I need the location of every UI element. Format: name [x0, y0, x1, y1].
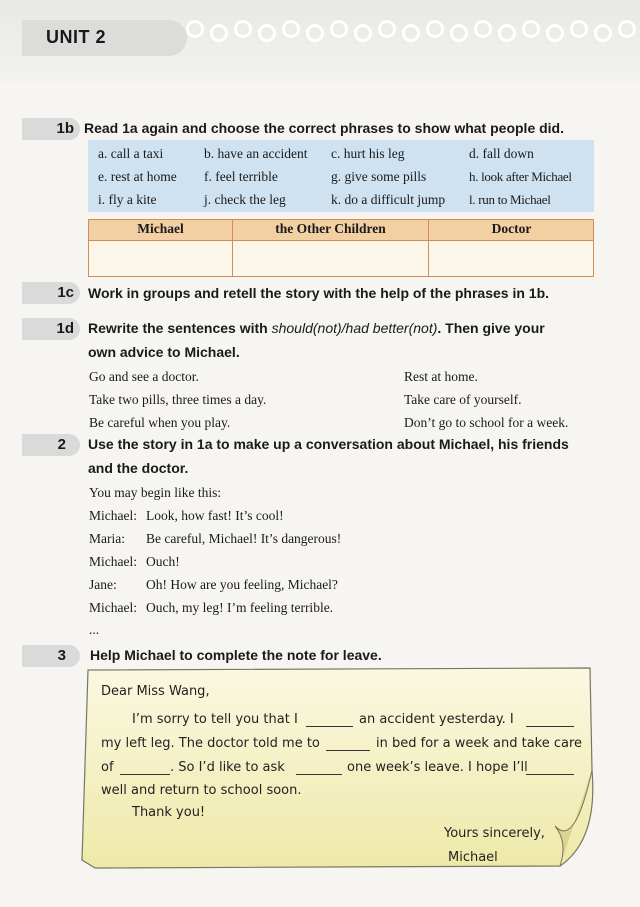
phrase: i. fly a kite	[98, 192, 157, 207]
table-header-doctor: Doctor	[491, 221, 532, 236]
dialogue-line: Oh! How are you feeling, Michael?	[146, 577, 338, 592]
phrase: l. run to Michael	[469, 192, 551, 207]
blank-2[interactable]	[526, 714, 574, 727]
unit-title: UNIT 2	[46, 27, 107, 47]
instruction-1d: Rewrite the sentences with should(not)/had better(not). Then give your	[88, 320, 545, 336]
section-tag-1b: 1b	[22, 118, 80, 140]
note-line2b: in bed for a week and take care	[376, 736, 583, 751]
note-line2a: my left leg. The doctor told me to	[101, 736, 320, 751]
dialogue-line: Ouch!	[146, 554, 180, 569]
phrase: e. rest at home	[98, 169, 177, 184]
sentence: Take care of yourself.	[404, 392, 522, 407]
section-tag-3: 3	[22, 645, 80, 667]
dialogue-speaker: Maria:	[89, 531, 125, 546]
phrase: k. do a difficult jump	[331, 192, 446, 207]
table-header-michael: Michael	[137, 221, 184, 236]
instruction-3: Help Michael to complete the note for leave.	[90, 647, 382, 663]
blank-3[interactable]	[326, 738, 370, 751]
dialogue-ellipsis: ...	[89, 622, 100, 637]
note-greeting: Dear Miss Wang,	[101, 684, 210, 699]
dialogue-speaker: Michael:	[89, 508, 137, 523]
instruction-1d-line2: own advice to Michael.	[88, 344, 240, 360]
sentence: Don’t go to school for a week.	[404, 415, 569, 430]
note-line3c: one week’s leave. I hope I’ll	[347, 760, 528, 775]
section-tag-1d: 1d	[22, 318, 80, 340]
table-header-other-children: the Other Children	[275, 221, 386, 236]
phrase: h. look after Michael	[469, 169, 572, 184]
phrase: g. give some pills	[331, 169, 427, 184]
sentence: Go and see a doctor.	[89, 369, 199, 384]
dialogue-speaker: Michael:	[89, 600, 137, 615]
note-line1b: an accident yesterday. I	[359, 712, 514, 727]
dialogue-line: Ouch, my leg! I’m feeling terrible.	[146, 600, 334, 615]
phrase: c. hurt his leg	[331, 146, 405, 161]
note-line3a: of	[101, 760, 114, 775]
instruction-1c: Work in groups and retell the story with the help of the phrases in 1b.	[88, 285, 550, 301]
sentence: Rest at home.	[404, 369, 478, 384]
blank-1[interactable]	[306, 714, 353, 727]
phrase: a. call a taxi	[98, 146, 164, 161]
phrase: j. check the leg	[204, 192, 286, 207]
section-tag-2: 2	[22, 434, 80, 456]
dialogue-line: Look, how fast! It’s cool!	[146, 508, 284, 523]
phrase: f. feel terrible	[204, 169, 278, 184]
dialogue-intro: You may begin like this:	[89, 485, 222, 500]
note-line1a: I’m sorry to tell you that I	[132, 712, 298, 727]
note-signature: Michael	[448, 850, 498, 865]
dialogue-speaker: Jane:	[89, 577, 117, 592]
blank-4[interactable]	[120, 762, 170, 775]
instruction-2-line2: and the doctor.	[88, 460, 189, 476]
instruction-2: Use the story in 1a to make up a conversation about Michael, his friends	[88, 436, 569, 452]
note-closing: Yours sincerely,	[444, 826, 545, 841]
sentence: Take two pills, three times a day.	[89, 392, 267, 407]
instruction-1b: Read 1a again and choose the correct phrases to show what people did.	[84, 120, 564, 136]
dialogue-speaker: Michael:	[89, 554, 137, 569]
section-tag-1c: 1c	[22, 282, 80, 304]
dialogue-line: Be careful, Michael! It’s dangerous!	[146, 531, 342, 546]
sentence: Be careful when you play.	[89, 415, 231, 430]
note-line4: well and return to school soon.	[101, 783, 302, 798]
note-thanks: Thank you!	[132, 805, 206, 820]
note-line3b: . So I’d like to ask	[170, 760, 285, 775]
blank-5[interactable]	[296, 762, 342, 775]
phrase: d. fall down	[469, 146, 534, 161]
blank-6[interactable]	[526, 762, 574, 775]
phrase: b. have an accident	[204, 146, 308, 161]
